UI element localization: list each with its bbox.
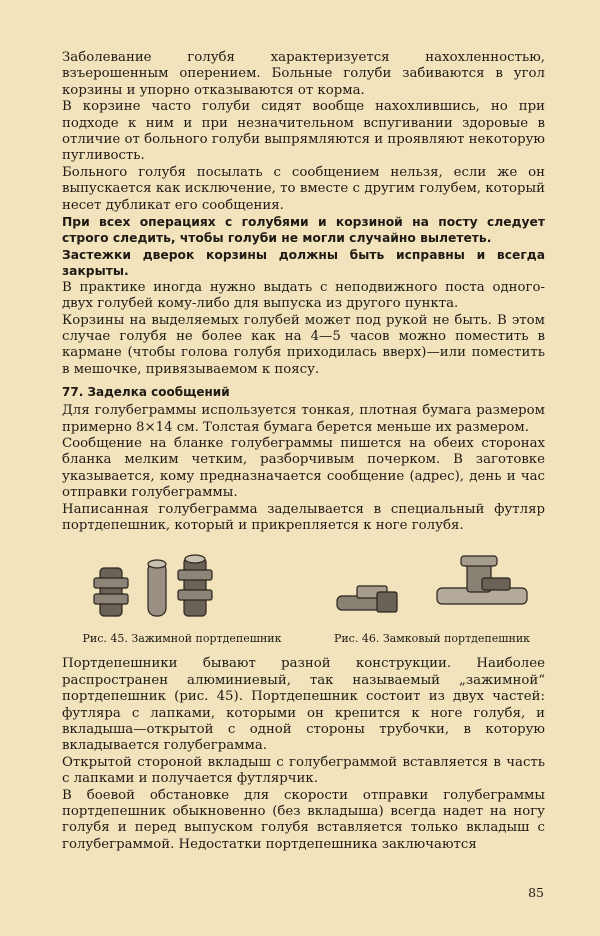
- paragraph: В практике иногда нужно выдать с неподвижного поста одного-двух голубей кому-либо для выпуска из другого пункта.: [62, 279, 545, 312]
- paragraph: Портдепешники бывают разной конструкции. Наиболее распространен алюминиевый, так называемый „зажимной“ портдепешник (рис. 45). Портдепешник состоит из двух частей: футляра с лапками, которыми он крепится к ноге голубя, и вкладыша—открытой с одной стороны трубочки, в которую вкладывается голубеграмма.: [62, 656, 545, 754]
- paragraph: Больного голубя посылать с сообщением нельзя, если же он выпускается как исключение, то вместе с другим голубем, который несет дубликат его сообщения.: [62, 164, 545, 213]
- paragraph: Корзины на выделяемых голубей может под рукой не быть. В этом случае голубя не более как на 4—5 часов можно поместить в кармане (чтобы голова голубя приходилась вверх)—или поместить в мешочке, привязываемом к поясу.: [62, 312, 545, 377]
- page-body: [62, 50, 545, 853]
- figure-46: [317, 548, 547, 645]
- paragraph: В боевой обстановке для скорости отправки голубеграммы портдепешник обыкновенно (без вкладыша) всегда надет на ногу голубя и перед выпуском голубя вставляется только вкладыш с голубеграммой. Недостатки портдепешника заключаются: [62, 787, 545, 852]
- paragraph: Заболевание голубя характеризуется нахохленностью, взъерошенным оперением. Больные голуби забиваются в угол корзины и упорно отказываются от корма.: [62, 50, 545, 98]
- bold-rule: При всех операциях с голубями и корзиной на посту следует строго следить, чтобы голуби не могли случайно вылететь.: [62, 215, 545, 246]
- lock-message-holder-illustration: [317, 548, 547, 628]
- paragraph: Сообщение на бланке голубеграммы пишется на обеих сторонах бланка мелким четким, разборчивым почерком. В заготовке указывается, кому предназначается сообщение (адрес), день и час отправки голубеграммы.: [62, 435, 545, 501]
- paragraph: В корзине часто голуби сидят вообще нахохлившись, но при подходе к ним и при незначительном вспугивании здоровые в отличие от больного голуби выпрямляются и проявляют некоторую пугливость.: [62, 99, 545, 164]
- clamp-message-holder-illustration: [72, 548, 292, 628]
- paragraph: Написанная голубеграмма заделывается в специальный футляр портдепешник, который и прикрепляется к ноге голубя.: [62, 501, 545, 533]
- bold-rule: Застежки дверок корзины должны быть исправны и всегда закрыты.: [62, 247, 545, 279]
- figure-45: [72, 548, 292, 645]
- section-heading: [62, 385, 545, 399]
- page-number: 85: [528, 885, 544, 900]
- figure-caption: Рис. 45. Зажимной портдепешник: [82, 632, 282, 646]
- figure-caption: Рис. 46. Замковый портдепешник: [333, 632, 531, 646]
- paragraph: Открытой стороной вкладыш с голубеграммой вставляется в часть с лапками и получается футлярчик.: [62, 754, 545, 787]
- section-number: 77.: [62, 385, 84, 400]
- figures-row: [62, 548, 545, 650]
- paragraph: Для голубеграммы используется тонкая, плотная бумага размером примерно 8×14 см. Толстая бумага берется меньше их размером.: [62, 403, 545, 435]
- section-title: Заделка сообщений: [87, 385, 230, 400]
